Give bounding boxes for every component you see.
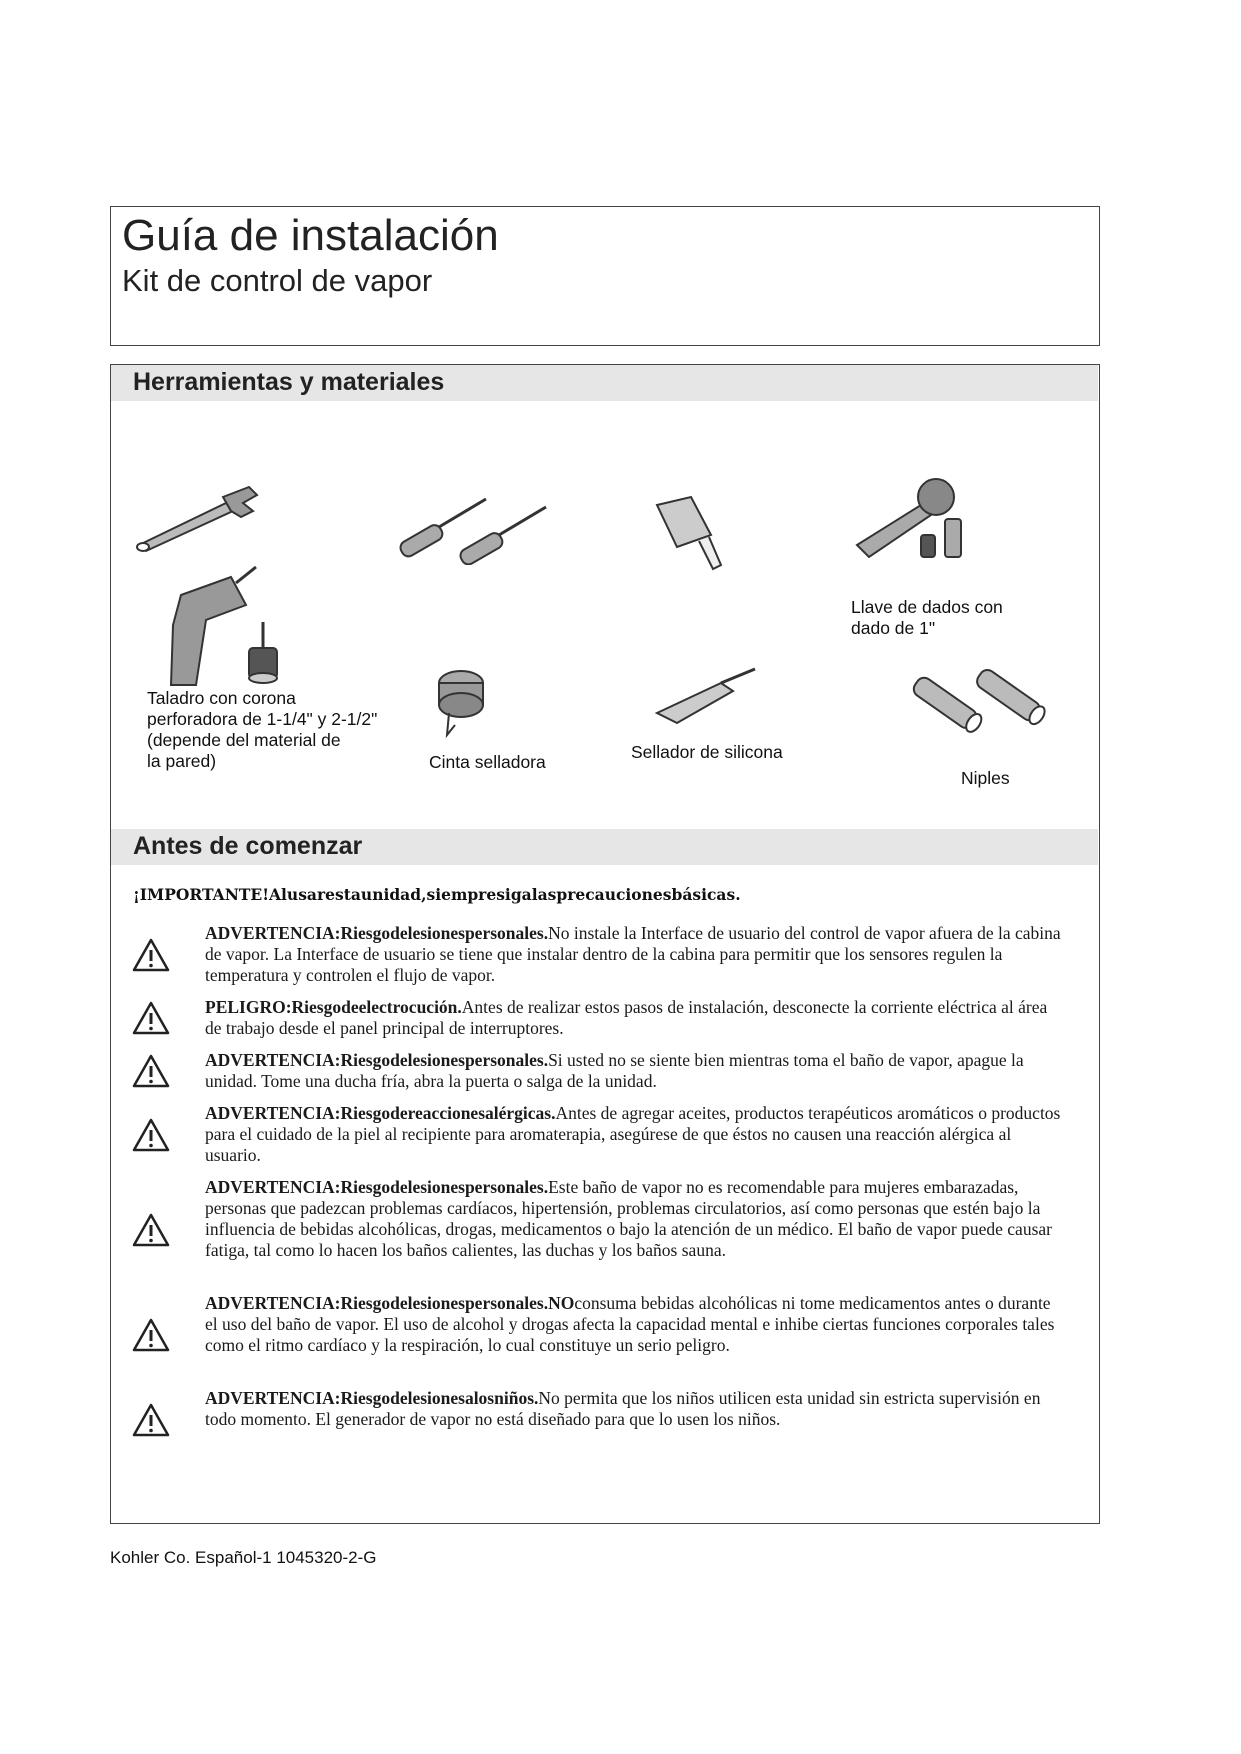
warning-triangle-icon (131, 1317, 171, 1353)
hole-saw-icon (241, 620, 286, 690)
silicone-sealant-icon (651, 665, 761, 725)
warnings-list (131, 923, 1071, 1462)
warning-triangle-icon (131, 1402, 171, 1438)
socket-wrench-icon (851, 475, 981, 565)
important-note: ¡IMPORTANTE!Alusarestaunidad,siempresigalasprecaucionesbásicas. (133, 885, 741, 904)
warning-item (131, 1293, 1071, 1377)
page-subtitle: Kit de control de vapor (122, 263, 433, 298)
warning-text: No permita que los niños utilicen esta unidad sin estricta supervisión en todo momento. El generador de vapor no está diseñado para que lo usen los niños. (205, 1388, 1041, 1429)
warning-label: ADVERTENCIA:Riesgodelesionespersonales. (205, 1050, 549, 1070)
warning-text: Antes de realizar estos pasos de instalación, desconecte la corriente eléctrica al área de trabajo desde el panel principal de interruptores. (205, 997, 1048, 1038)
warning-text: Antes de agregar aceites, productos terapéuticos aromáticos o productos para el cuidado de la piel al recipiente para aromaterapia, asegúrese de que éstos no causen una reacción alérgica al usuario. (205, 1103, 1061, 1165)
warning-item (131, 1388, 1071, 1451)
tool-label-silicone-sealant: Sellador de silicona (631, 742, 783, 762)
warning-label: PELIGRO:Riesgodeelectrocución. (205, 997, 462, 1017)
warning-item (131, 1103, 1071, 1166)
warning-item (131, 1050, 1071, 1092)
before-section-heading (111, 829, 1098, 865)
before-heading-text: Antes de comenzar (133, 832, 363, 860)
tool-label-sealing-tape: Cinta selladora (429, 752, 546, 772)
sealing-tape-icon (431, 665, 491, 740)
warning-text: Este baño de vapor no es recomendable para mujeres embarazadas, personas que padezcan problemas cardíacos, hipertensión, problemas circulatorios, así como personas que estén bajo la influencia de bebidas alcohólicas, drogas, medicamentos o bajo la atención de un médico. El baño de vapor puede causar fatiga, tal como lo hacen los baños calientes, las duchas y los baños sauna. (205, 1177, 1052, 1260)
tape-measure-icon (651, 495, 731, 575)
warning-label: ADVERTENCIA:Riesgodereaccionesalérgicas. (205, 1103, 556, 1123)
warning-item (131, 997, 1071, 1039)
tool-label-drill: Taladro con corona perforadora de 1-1/4" y 2-1/2" (depende del material de la pared) (147, 688, 378, 771)
main-content-box (110, 364, 1100, 1524)
warning-item (131, 923, 1071, 986)
tool-label-socket-wrench: Llave de dados con dado de 1" (851, 597, 1003, 638)
nipples-icon (901, 655, 1061, 750)
warning-label: ADVERTENCIA:Riesgodelesionespersonales. (205, 1177, 549, 1197)
warning-label: ADVERTENCIA:Riesgodelesionespersonales. (205, 923, 549, 943)
tools-illustrations (111, 365, 1098, 825)
tool-label-nipples: Niples (961, 768, 1010, 788)
warning-triangle-icon (131, 937, 171, 973)
tools-heading-text: Herramientas y materiales (133, 368, 445, 396)
warning-triangle-icon (131, 1117, 171, 1153)
screwdrivers-icon (391, 485, 551, 565)
page-title: Guía de instalación (122, 211, 499, 260)
page-footer: Kohler Co. Español-1 1045320-2-G (110, 1548, 377, 1567)
warning-text: consuma bebidas alcohólicas ni tome medicamentos antes o durante el uso del baño de vapor. El uso de alcohol y drogas afecta la capacidad mental e inhibe ciertas funciones corporales tales como el ritmo cardíaco y la respiración, lo cual constituye un serio peligro. (205, 1293, 1055, 1355)
warning-triangle-icon (131, 1053, 171, 1089)
warning-text: No instale la Interface de usuario del control de vapor afuera de la cabina de vapor. La Interface de usuario se tiene que instalar dentro de la cabina para permitir que los sensores regulen la temperatura y controlen el flujo de vapor. (205, 923, 1061, 985)
adjustable-wrench-icon (131, 485, 261, 555)
warning-triangle-icon (131, 1212, 171, 1248)
title-box (110, 206, 1100, 346)
warning-item (131, 1177, 1071, 1282)
warning-label: ADVERTENCIA:Riesgodelesionesalosniños. (205, 1388, 539, 1408)
warning-triangle-icon (131, 1000, 171, 1036)
warning-text: Si usted no se siente bien mientras toma el baño de vapor, apague la unidad. Tome una ducha fría, abra la puerta o salga de la unidad. (205, 1050, 1024, 1091)
warning-label: ADVERTENCIA:Riesgodelesionespersonales.NO (205, 1293, 575, 1313)
